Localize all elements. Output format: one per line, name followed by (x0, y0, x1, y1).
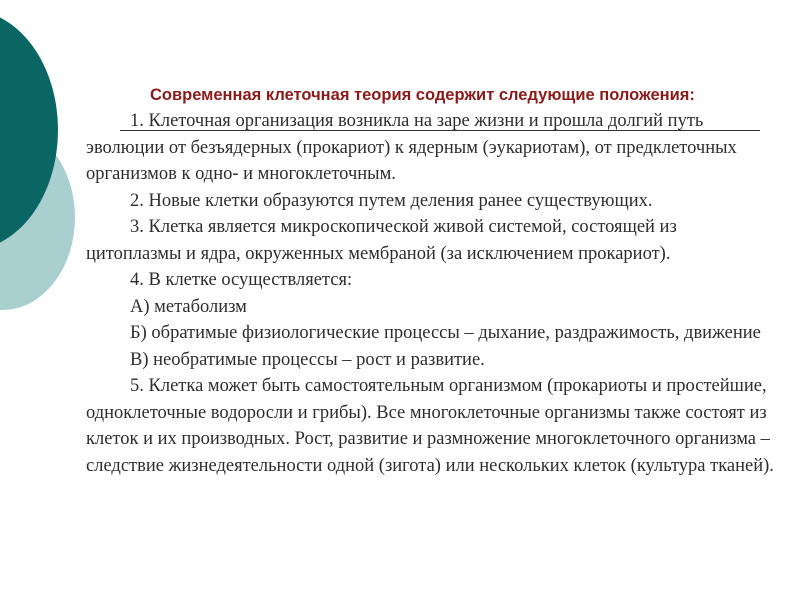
slide-body (86, 108, 776, 479)
paragraph-2: 2. Новые клетки образуются путем деления ранее существующих. (130, 190, 653, 211)
paragraph-4b: Б) обратимые физиологические процессы – дыхание, раздражимость, движение (130, 323, 761, 343)
slide-title: Современная клеточная теория содержит следующие положения: (150, 86, 695, 104)
paragraph-3: 3. Клетка является микроскопической живой системой, состоящей из цитоплазмы и ядра, окруженных мембраной (за исключением прокариот). (86, 217, 677, 264)
paragraph-1: 1. Клеточная организация возникла на заре жизни и прошла долгий путь эволюции от безъядерных (прокариот) к ядерным (эукариотам), от предклеточных организмов к одно- и многоклеточным. (86, 111, 737, 184)
paragraph-4c: В) необратимые процессы – рост и развитие. (130, 349, 485, 370)
paragraph-4: 4. В клетке осуществляется: (130, 270, 353, 290)
paragraph-5: 5. Клетка может быть самостоятельным организмом (прокариоты и простейшие, одноклеточные водоросли и грибы). Все многоклеточные организмы также состоят из клеток и их производных. Рост, развитие и размножение многоклеточного организма – следствие жизнедеятельности одной (зигота) или нескольких клеток (культура тканей). (86, 376, 774, 476)
paragraph-4a: А) метаболизм (130, 296, 247, 317)
